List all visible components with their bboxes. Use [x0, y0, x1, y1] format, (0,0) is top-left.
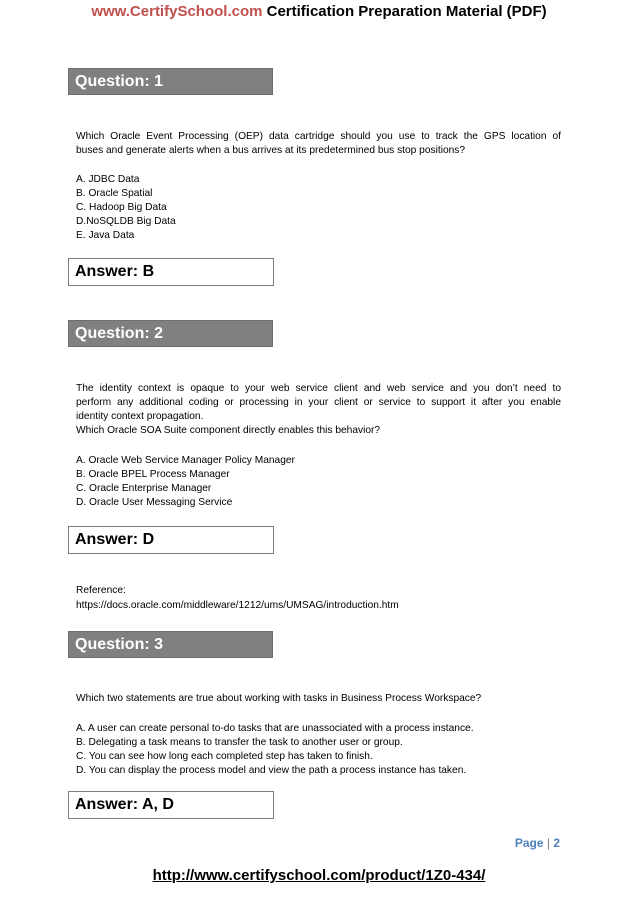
question-1-answer: Answer: B — [68, 258, 274, 286]
option: E. Java Data — [76, 230, 135, 241]
question-text-line: Which Oracle SOA Suite component directly enables this behavior? — [76, 425, 381, 436]
question-3-options — [76, 722, 474, 778]
header-title: Certification Preparation Material (PDF) — [266, 3, 547, 20]
question-text-line: perform any additional coding or processing in your client or service to support it after you enable — [76, 397, 561, 408]
option: D. You can display the process model and view the path a process instance has taken. — [76, 765, 467, 776]
option: C. Hadoop Big Data — [76, 202, 167, 213]
option: D. Oracle User Messaging Service — [76, 497, 233, 508]
reference-url[interactable]: https://docs.oracle.com/middleware/1212/ums/UMSAG/introduction.htm — [76, 600, 399, 611]
option: B. Delegating a task means to transfer the task to another user or group. — [76, 737, 403, 748]
question-1-label: Question: 1 — [68, 68, 273, 95]
page-separator: | — [546, 836, 550, 850]
option: D.NoSQLDB Big Data — [76, 216, 176, 227]
page-header — [0, 3, 638, 20]
question-2-label: Question: 2 — [68, 320, 273, 347]
question-1-options — [76, 173, 176, 243]
page-number-value: 2 — [553, 836, 560, 850]
option: A. A user can create personal to-do tasks that are unassociated with a process instance. — [76, 723, 474, 734]
reference — [76, 583, 399, 613]
question-text-line: Which Oracle Event Processing (OEP) data cartridge should you use to track the GPS location of — [76, 131, 561, 142]
option: C. Oracle Enterprise Manager — [76, 483, 212, 494]
question-2-options — [76, 454, 295, 510]
question-3-text — [76, 692, 561, 706]
reference-label: Reference: — [76, 585, 126, 596]
option: A. Oracle Web Service Manager Policy Manager — [76, 455, 295, 466]
page-number — [515, 836, 560, 850]
option: B. Oracle BPEL Process Manager — [76, 469, 230, 480]
question-3-label: Question: 3 — [68, 631, 273, 658]
option: C. You can see how long each completed step has taken to finish. — [76, 751, 373, 762]
option: B. Oracle Spatial — [76, 188, 153, 199]
question-2-answer: Answer: D — [68, 526, 274, 554]
question-3-answer: Answer: A, D — [68, 791, 274, 819]
footer-url-link[interactable]: http://www.certifyschool.com/product/1Z0-434/ — [152, 867, 486, 884]
question-1-text — [76, 130, 561, 158]
question-text-line: buses and generate alerts when a bus arrives at its predetermined bus stop positions? — [76, 145, 466, 156]
page-label: Page — [514, 836, 544, 850]
question-text-line: identity context propagation. — [76, 411, 204, 422]
header-site-link[interactable]: www.CertifySchool.com — [91, 3, 263, 20]
question-text-line: The identity context is opaque to your web service client and web service and you don’t need to — [76, 383, 561, 394]
question-2-text — [76, 382, 561, 438]
question-text-line: Which two statements are true about working with tasks in Business Process Workspace? — [76, 693, 482, 704]
option: A. JDBC Data — [76, 174, 140, 185]
